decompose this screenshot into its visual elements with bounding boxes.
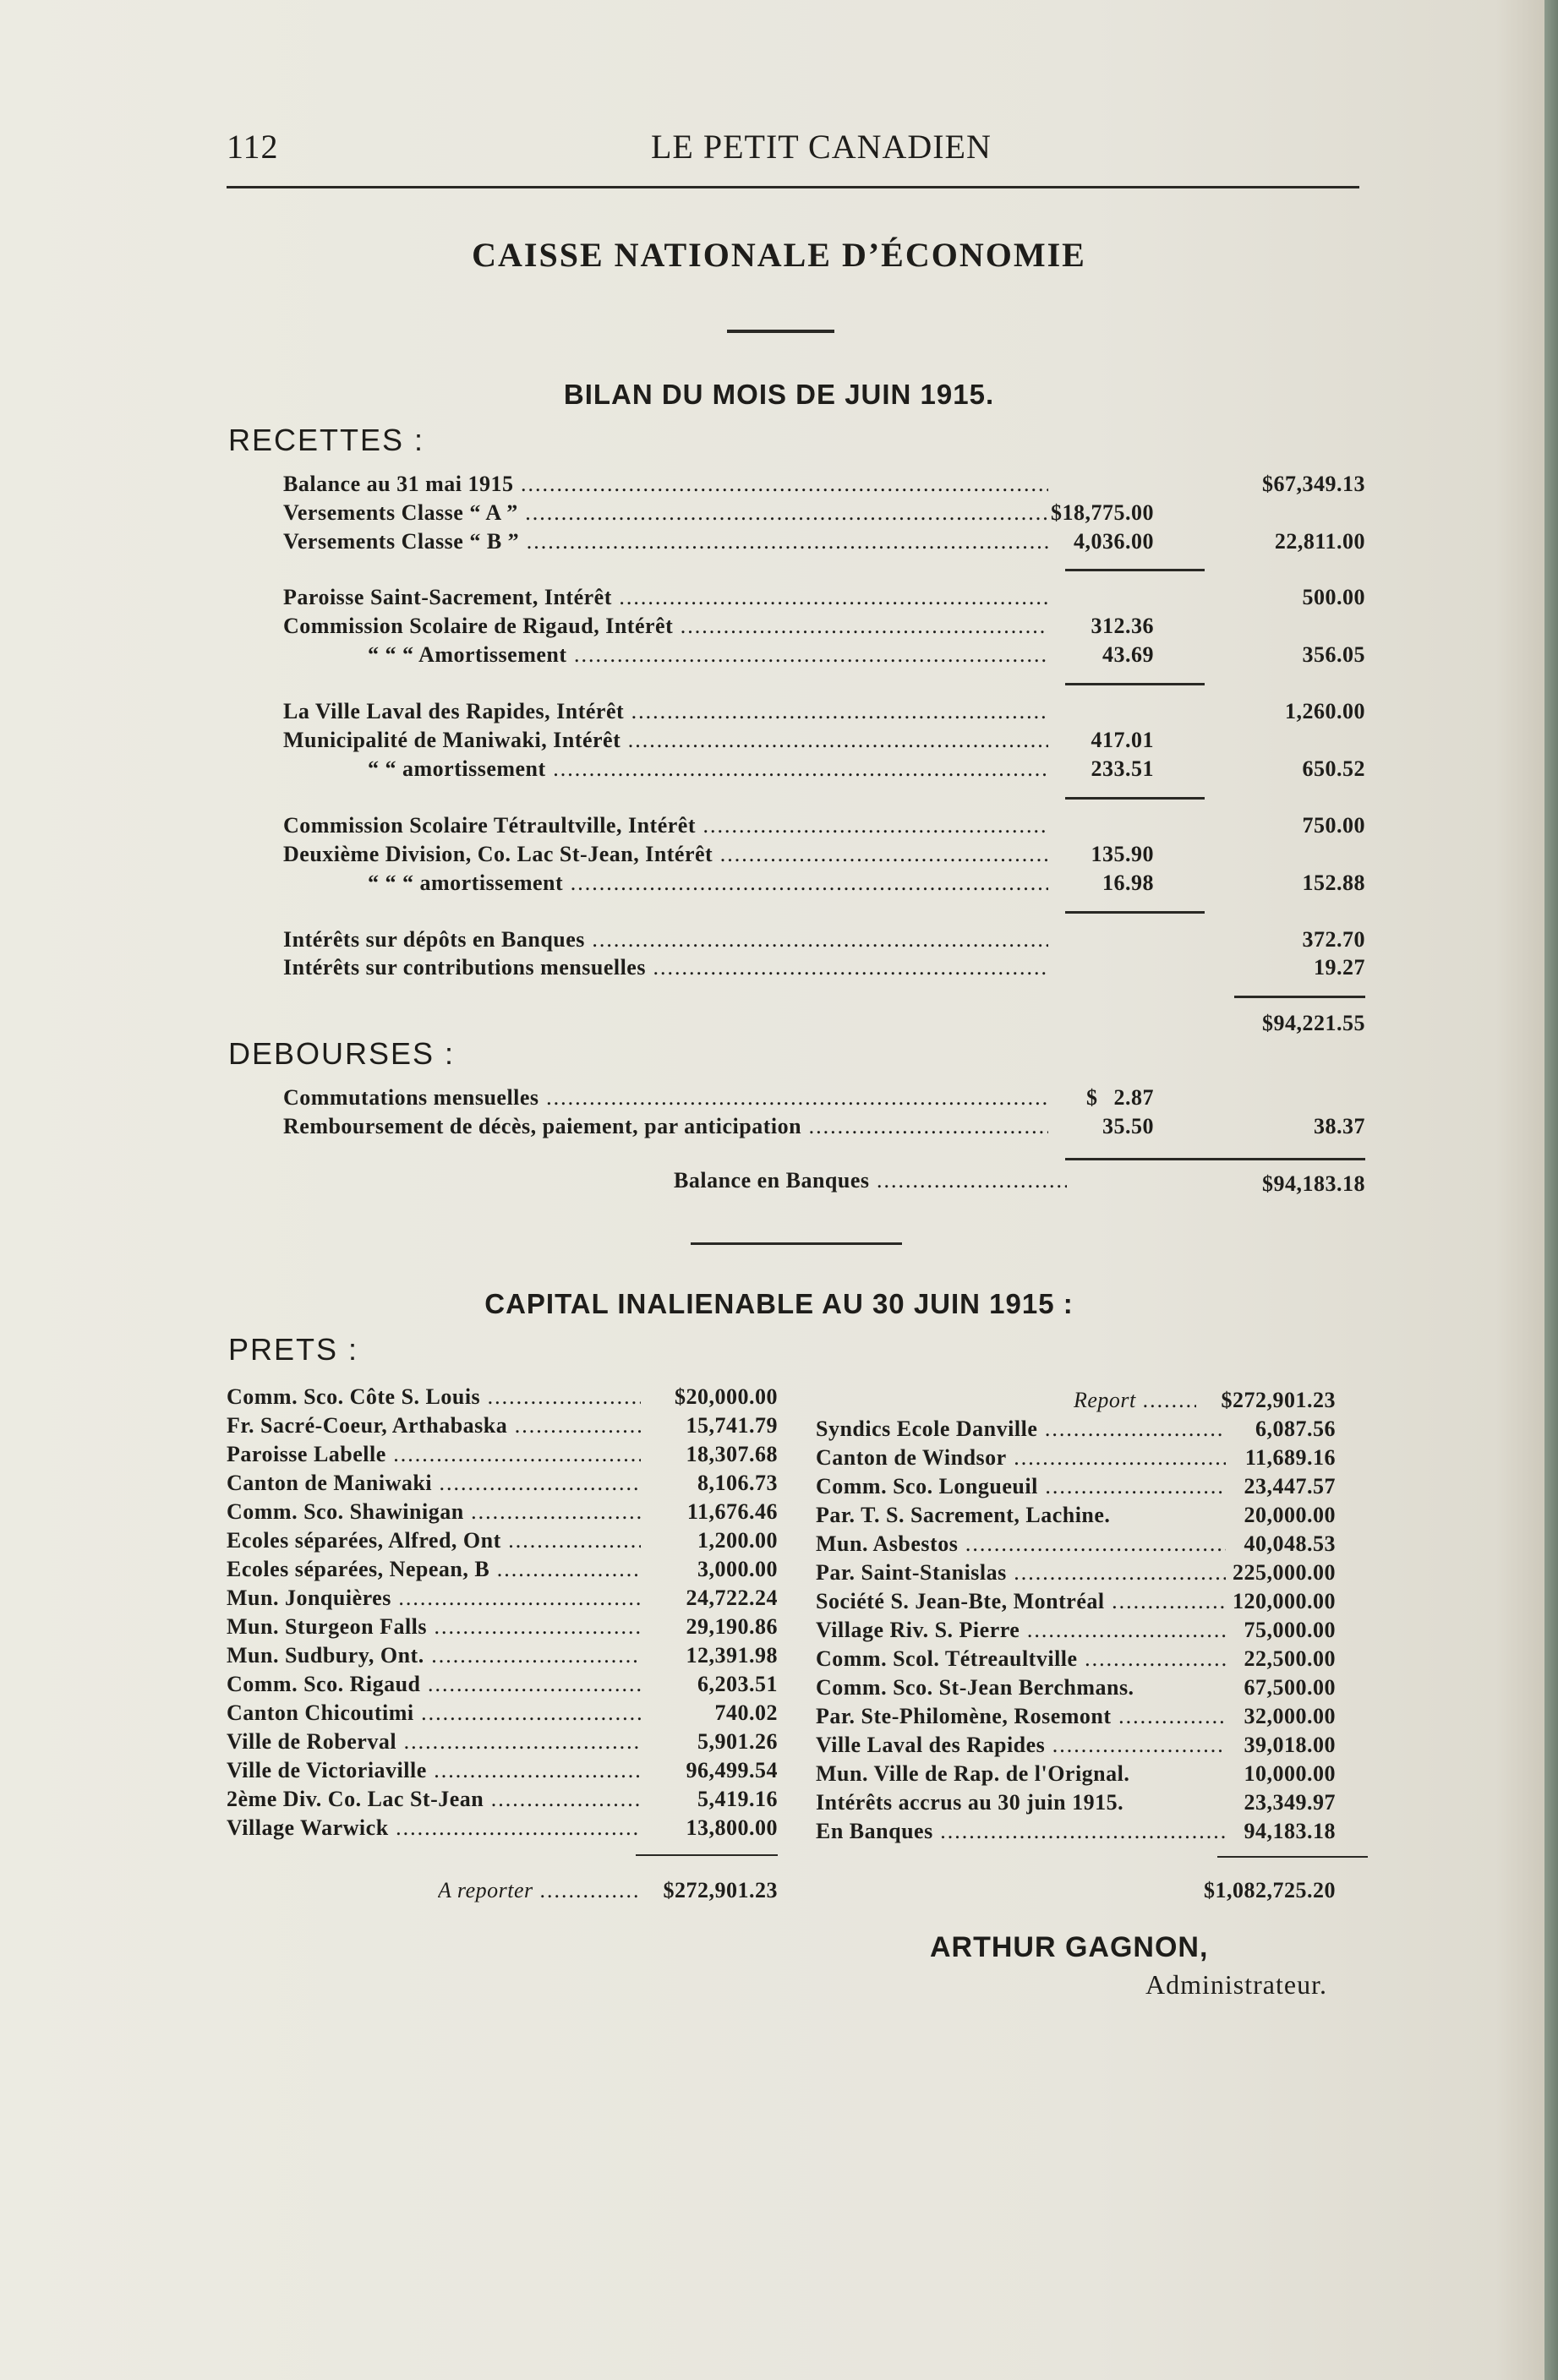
ledger-row: “ “ “ amortissement ..... 16.98 152.88 — [283, 869, 1365, 898]
debourses-label: DEBOURSES : — [228, 1036, 456, 1071]
loan-row: Canton de Maniwaki ..... 8,106.73 — [227, 1469, 778, 1498]
loan-row: En Banques ..... 94,183.18 — [816, 1817, 1365, 1846]
balance-row: Balance en Banques ..... $94,183.18 — [283, 1166, 1365, 1195]
ledger-row: Deuxième Division, Co. Lac St-Jean, Intérêt ..... 135.90 — [283, 840, 1365, 869]
loan-row: Mun. Jonquières ..... 24,722.24 — [227, 1584, 778, 1613]
grand-total-row: $1,082,725.20 — [1204, 1878, 1336, 1902]
ledger-row: Intérêts sur contributions mensuelles ..... 19.27 — [283, 953, 1365, 982]
prets-label: PRETS : — [228, 1332, 359, 1367]
recettes-label: RECETTES : — [228, 423, 425, 457]
ledger-row: Versements Classe “ A ” ..... $18,775.00 — [283, 499, 1365, 527]
loan-row: Par. T. S. Sacrement, Lachine. 20,000.00 — [816, 1503, 1336, 1527]
right-total-rule — [1217, 1856, 1368, 1858]
loan-row: Fr. Sacré-Coeur, Arthabaska ..... 15,741.79 — [227, 1411, 778, 1440]
loan-row: Mun. Sturgeon Falls ..... 29,190.86 — [227, 1613, 778, 1641]
loan-row: Mun. Sudbury, Ont. ..... 12,391.98 — [227, 1641, 778, 1670]
report-row: Report ..... $272,901.23 — [816, 1386, 1365, 1415]
loan-row: Comm. Sco. St-Jean Berchmans. 67,500.00 — [816, 1675, 1336, 1700]
page-edge — [1544, 0, 1558, 2380]
ledger-row: Remboursement de décès, paiement, par anticipation ..... 35.50 38.37 — [283, 1112, 1365, 1141]
ledger-row: “ “ “ Amortissement ..... 43.69 356.05 — [283, 641, 1365, 669]
page-number: 112 — [227, 128, 279, 166]
loan-row: Syndics Ecole Danville ..... 6,087.56 — [816, 1415, 1365, 1444]
bilan-subtitle: BILAN DU MOIS DE JUIN 1915. — [563, 379, 995, 410]
ledger-row: Versements Classe “ B ” ..... 4,036.00 22,811.00 — [283, 527, 1365, 556]
ledger-row: Commission Scolaire de Rigaud, Intérêt ..... 312.36 — [283, 612, 1365, 641]
loan-row: Ecoles séparées, Alfred, Ont ..... 1,200.00 — [227, 1526, 778, 1555]
loan-row: Ville de Roberval ..... 5,901.26 — [227, 1728, 778, 1756]
loan-row: Village Warwick ..... 13,800.00 — [227, 1814, 778, 1842]
signature-role: Administrateur. — [1145, 1969, 1327, 2000]
ledger-row: Intérêts sur dépôts en Banques ..... 372.70 — [283, 925, 1365, 954]
loan-row: Canton de Windsor ..... 11,689.16 — [816, 1444, 1365, 1472]
loan-row: 2ème Div. Co. Lac St-Jean ..... 5,419.16 — [227, 1785, 778, 1814]
header-rule — [227, 186, 1359, 188]
section-divider — [691, 1242, 902, 1245]
total-rule — [1065, 1158, 1365, 1160]
page-title: CAISSE NATIONALE D’ÉCONOMIE — [472, 236, 1086, 274]
ledger-row: Balance au 31 mai 1915 ..... $67,349.13 — [283, 470, 1365, 499]
loan-row: Par. Saint-Stanislas ..... 225,000.00 — [816, 1558, 1365, 1587]
ledger-row: “ “ amortissement ..... 233.51 650.52 — [283, 755, 1365, 783]
total-rule — [1234, 996, 1365, 998]
loan-row: Mun. Ville de Rap. de l'Orignal. 10,000.00 — [816, 1761, 1336, 1786]
running-title: LE PETIT CANADIEN — [651, 128, 992, 166]
loan-row: Comm. Sco. Shawinigan ..... 11,676.46 — [227, 1498, 778, 1526]
loan-row: Comm. Scol. Tétreaultville ..... 22,500.00 — [816, 1645, 1365, 1673]
loan-row: Village Riv. S. Pierre ..... 75,000.00 — [816, 1616, 1365, 1645]
ledger-row: Commission Scolaire Tétraultville, Intérêt ..... 750.00 — [283, 811, 1365, 840]
loan-row: Société S. Jean-Bte, Montréal ..... 120,000.00 — [816, 1587, 1365, 1616]
loan-row: Ville Laval des Rapides ..... 39,018.00 — [816, 1731, 1365, 1760]
left-total-row: A reporter ..... $272,901.23 — [227, 1876, 778, 1905]
capital-subtitle: CAPITAL INALIENABLE AU 30 JUIN 1915 : — [484, 1288, 1074, 1319]
loan-row: Intérêts accrus au 30 juin 1915. 23,349.97 — [816, 1790, 1336, 1815]
loan-row: Comm. Sco. Longueuil ..... 23,447.57 — [816, 1472, 1365, 1501]
loan-row: Mun. Asbestos ..... 40,048.53 — [816, 1530, 1365, 1558]
recettes-total-row: $94,221.55 — [1262, 1011, 1365, 1035]
loan-row: Ville de Victoriaville ..... 96,499.54 — [227, 1756, 778, 1785]
loan-row: Comm. Sco. Côte S. Louis ..... $20,000.00 — [227, 1383, 778, 1411]
loan-row: Paroisse Labelle ..... 18,307.68 — [227, 1440, 778, 1469]
ledger-row: La Ville Laval des Rapides, Intérêt ..... 1,260.00 — [283, 697, 1365, 726]
subtotal-rule — [1065, 797, 1205, 800]
subtotal-rule — [1065, 569, 1205, 571]
loan-row: Canton Chicoutimi ..... 740.02 — [227, 1699, 778, 1728]
title-divider — [727, 330, 834, 333]
left-total-rule — [636, 1854, 778, 1856]
subtotal-rule — [1065, 683, 1205, 685]
ledger-row: Commutations mensuelles ..... $ 2.87 — [283, 1084, 1365, 1112]
loan-row: Par. Ste-Philomène, Rosemont ..... 32,000.00 — [816, 1702, 1365, 1731]
subtotal-rule — [1065, 911, 1205, 914]
signature-name: ARTHUR GAGNON, — [930, 1931, 1209, 1963]
ledger-row: Municipalité de Maniwaki, Intérêt ..... 417.01 — [283, 726, 1365, 755]
ledger-row: Paroisse Saint-Sacrement, Intérêt ..... 500.00 — [283, 583, 1365, 612]
loan-row: Ecoles séparées, Nepean, B ..... 3,000.00 — [227, 1555, 778, 1584]
loan-row: Comm. Sco. Rigaud ..... 6,203.51 — [227, 1670, 778, 1699]
